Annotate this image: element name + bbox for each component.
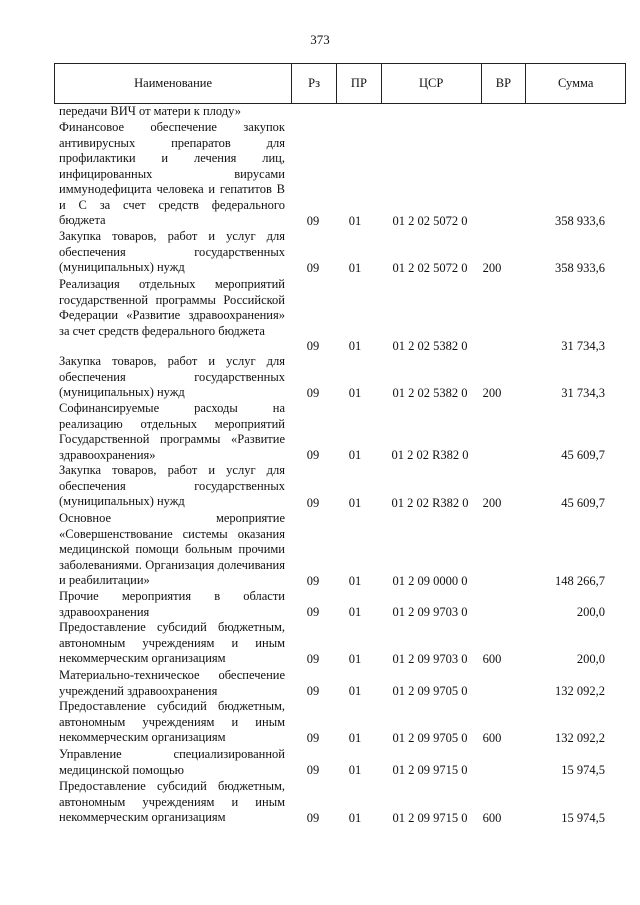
table-row: [0, 463, 640, 511]
table-row: [0, 104, 640, 120]
row-pr: 01: [348, 385, 362, 400]
row-rz: 09: [306, 730, 320, 745]
row-sum: 15 974,5: [561, 762, 605, 777]
table-row: [0, 589, 640, 620]
row-rz: 09: [306, 683, 320, 698]
row-sum: 15 974,5: [561, 810, 605, 825]
header-vr: ВР: [481, 64, 526, 103]
row-name: передачи ВИЧ от матери к плоду»: [59, 104, 241, 118]
row-csr: 01 2 09 9705 0: [392, 730, 468, 745]
row-name: Закупка товаров, работ и услуг для обеспечения государственных (муниципальных) нужд: [59, 463, 285, 508]
row-pr: 01: [348, 762, 362, 777]
row-sum: 45 609,7: [561, 447, 605, 462]
row-sum: 132 092,2: [555, 730, 605, 745]
table-row: [0, 401, 640, 463]
table-row: [0, 277, 640, 354]
row-pr: 01: [348, 810, 362, 825]
row-csr: 01 2 09 9705 0: [392, 683, 468, 698]
row-vr: 200: [482, 385, 502, 400]
row-sum: 148 266,7: [555, 573, 605, 588]
table-row: [0, 668, 640, 699]
row-name: Предоставление субсидий бюджетным, автономным учреждениям и иным некоммерческим организациям: [59, 779, 285, 824]
table-row: [0, 120, 640, 229]
table-header: [54, 63, 626, 104]
row-rz: 09: [306, 762, 320, 777]
row-sum: 358 933,6: [555, 213, 605, 228]
row-name: Предоставление субсидий бюджетным, автономным учреждениям и иным некоммерческим организациям: [59, 620, 285, 665]
row-pr: 01: [348, 651, 362, 666]
row-sum: 200,0: [576, 604, 605, 619]
row-name: Закупка товаров, работ и услуг для обеспечения государственных (муниципальных) нужд: [59, 354, 285, 399]
row-rz: 09: [306, 604, 320, 619]
row-pr: 01: [348, 730, 362, 745]
row-name: Предоставление субсидий бюджетным, автономным учреждениям и иным некоммерческим организациям: [59, 699, 285, 744]
row-pr: 01: [348, 573, 362, 588]
row-csr: 01 2 09 9715 0: [392, 810, 468, 825]
row-sum: 31 734,3: [561, 385, 605, 400]
row-rz: 09: [306, 385, 320, 400]
row-rz: 09: [306, 573, 320, 588]
row-sum: 31 734,3: [561, 338, 605, 353]
row-pr: 01: [348, 260, 362, 275]
row-rz: 09: [306, 260, 320, 275]
row-csr: 01 2 02 5382 0: [392, 338, 468, 353]
row-csr: 01 2 09 9715 0: [392, 762, 468, 777]
row-rz: 09: [306, 338, 320, 353]
row-name: Основное мероприятие «Совершенствование системы оказания медицинской помощи больным прочими заболеваниями. Организация долечивания и реабилитации»: [59, 511, 285, 587]
row-rz: 09: [306, 810, 320, 825]
table-row: [0, 229, 640, 276]
row-csr: 01 2 02 R382 0: [391, 447, 469, 462]
row-name: Прочие мероприятия в области здравоохранения: [59, 589, 285, 619]
row-csr: 01 2 09 0000 0: [392, 573, 468, 588]
row-pr: 01: [348, 495, 362, 510]
header-rz: Рз: [291, 64, 336, 103]
row-vr: 600: [482, 810, 502, 825]
table-row: [0, 511, 640, 589]
row-name: Реализация отдельных мероприятий государственной программы Российской Федерации «Развитие здравоохранения» за счет средств федерального бюджета: [59, 277, 285, 338]
row-rz: 09: [306, 447, 320, 462]
row-csr: 01 2 02 5382 0: [392, 385, 468, 400]
row-pr: 01: [348, 604, 362, 619]
row-pr: 01: [348, 338, 362, 353]
row-vr: 600: [482, 730, 502, 745]
row-rz: 09: [306, 651, 320, 666]
row-name: Финансовое обеспечение закупок антивирусных препаратов для профилактики и лечения лиц, инфицированных вирусами иммунодефицита человека и гепатитов В и С за счет средств федерального бюджета: [59, 120, 285, 227]
row-pr: 01: [348, 447, 362, 462]
row-csr: 01 2 02 5072 0: [392, 260, 468, 275]
row-vr: 200: [482, 260, 502, 275]
table-row: [0, 354, 640, 401]
page-number: 373: [310, 32, 330, 47]
row-name: Управление специализированной медицинской помощью: [59, 747, 285, 777]
row-name: Закупка товаров, работ и услуг для обеспечения государственных (муниципальных) нужд: [59, 229, 285, 274]
row-rz: 09: [306, 213, 320, 228]
row-pr: 01: [348, 683, 362, 698]
row-name: Материально-техническое обеспечение учреждений здравоохранения: [59, 668, 285, 698]
header-pr: ПР: [336, 64, 381, 103]
row-csr: 01 2 09 9703 0: [392, 604, 468, 619]
row-vr: 600: [482, 651, 502, 666]
row-name: Софинансируемые расходы на реализацию отдельных мероприятий Государственной программы «Развитие здравоохранения»: [59, 401, 285, 462]
header-sum: Сумма: [525, 64, 625, 103]
row-sum: 132 092,2: [555, 683, 605, 698]
table-row: [0, 620, 640, 667]
table-row: [0, 699, 640, 746]
row-sum: 45 609,7: [561, 495, 605, 510]
row-sum: 200,0: [576, 651, 605, 666]
row-csr: 01 2 02 5072 0: [392, 213, 468, 228]
row-pr: 01: [348, 213, 362, 228]
row-csr: 01 2 09 9703 0: [392, 651, 468, 666]
row-vr: 200: [482, 495, 502, 510]
table-row: [0, 747, 640, 778]
row-csr: 01 2 02 R382 0: [391, 495, 469, 510]
header-csr: ЦСР: [381, 64, 481, 103]
header-name: Наименование: [134, 76, 213, 90]
row-rz: 09: [306, 495, 320, 510]
table-row: [0, 779, 640, 826]
row-sum: 358 933,6: [555, 260, 605, 275]
